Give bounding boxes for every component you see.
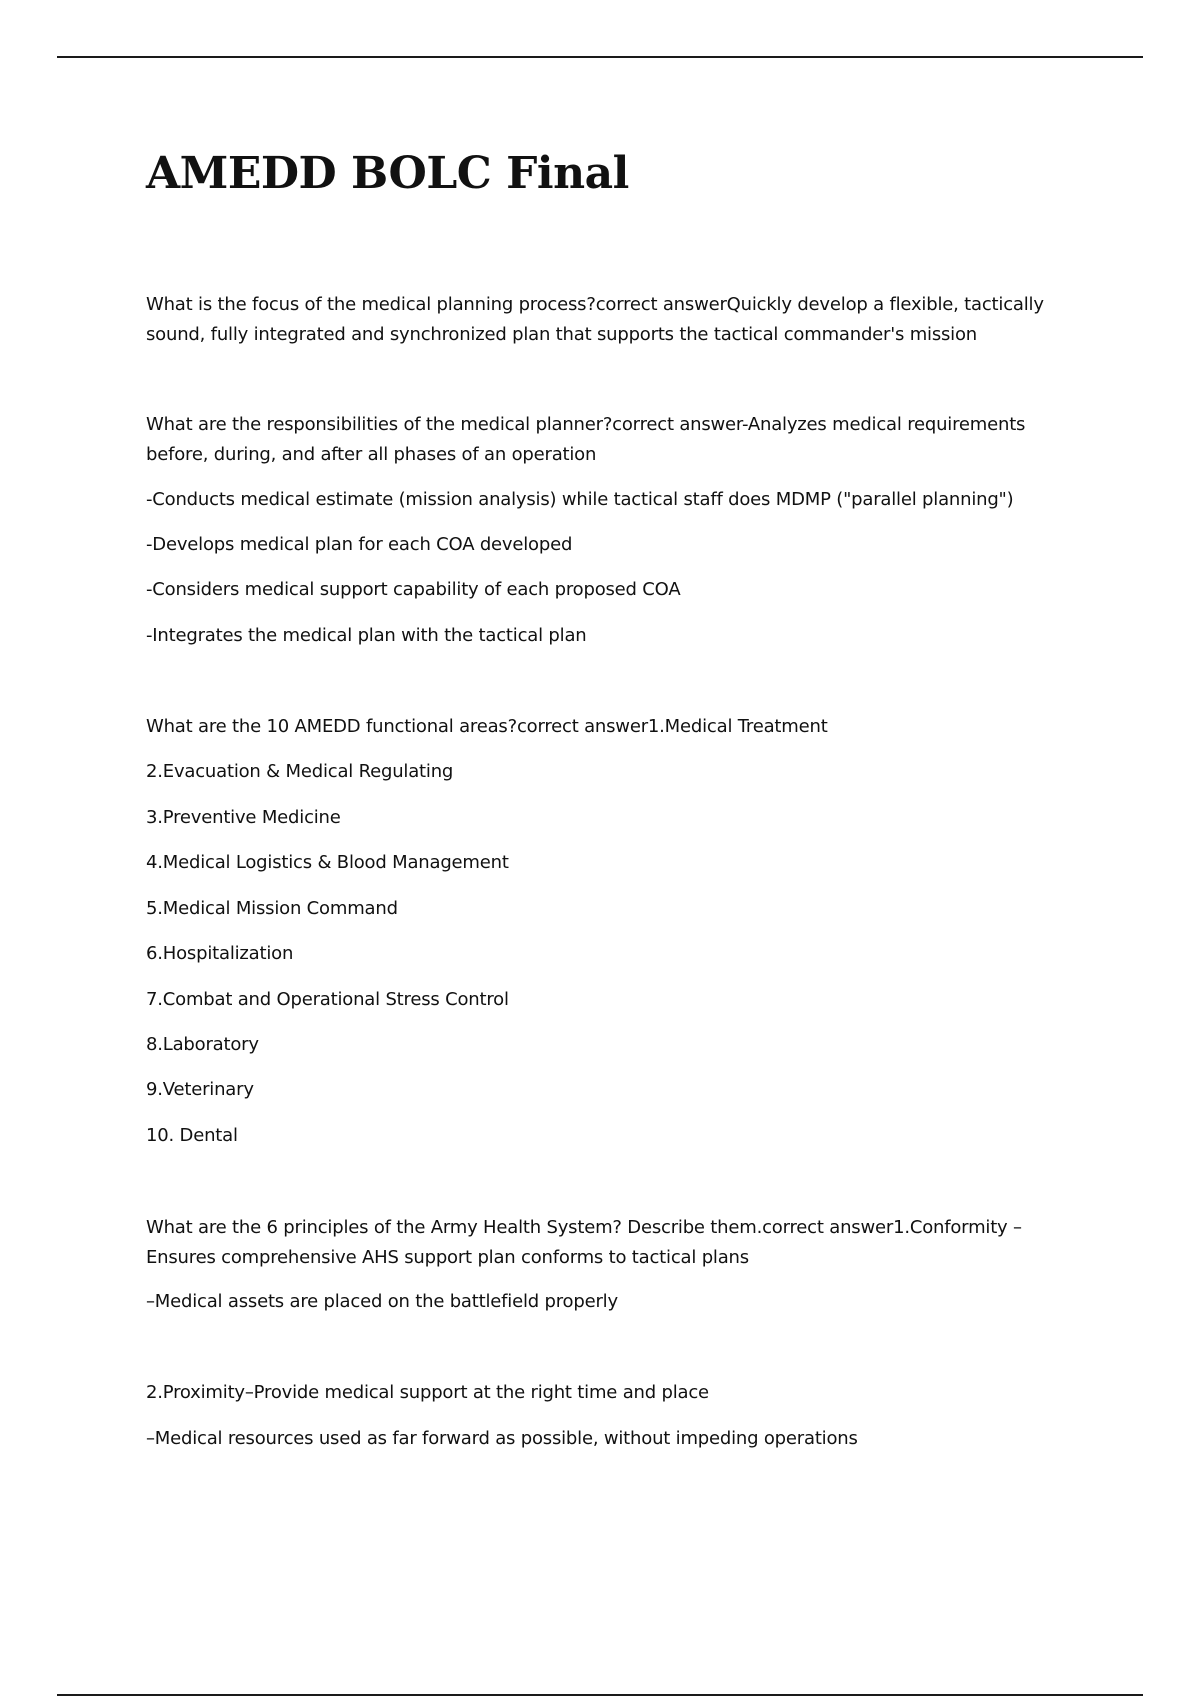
header-rule	[57, 56, 1143, 58]
list-item: 2.Evacuation & Medical Regulating	[146, 761, 454, 782]
footer-rule	[57, 1694, 1143, 1696]
list-item: 10. Dental	[146, 1125, 238, 1146]
list-item: 8.Laboratory	[146, 1034, 259, 1055]
paragraph-proximity: 2.Proximity–Provide medical support at the right time and place	[146, 1382, 709, 1403]
paragraph-considers-capability: -Considers medical support capability of each proposed COA	[146, 579, 681, 600]
paragraph-assets-placed: –Medical assets are placed on the battlefield properly	[146, 1291, 618, 1312]
paragraph-planning-focus: What is the focus of the medical planning process?correct answerQuickly develop a flexible, tactically sound, fully integrated and synchronized plan that supports the tactical commander's mission	[146, 294, 1044, 345]
list-item: 3.Preventive Medicine	[146, 807, 341, 828]
paragraph-functional-areas: What are the 10 AMEDD functional areas?correct answer1.Medical Treatment	[146, 716, 828, 737]
paragraph-develops-plan: -Develops medical plan for each COA developed	[146, 534, 573, 555]
list-item: 7.Combat and Operational Stress Control	[146, 989, 509, 1010]
paragraph-planner-responsibilities: What are the responsibilities of the medical planner?correct answer-Analyzes medical requirements before, during, and after all phases of an operation	[146, 414, 1026, 465]
document-title: AMEDD BOLC Final	[146, 148, 629, 199]
paragraph-ahs-principles: What are the 6 principles of the Army Health System? Describe them.correct answer1.Conformity –Ensures comprehensive AHS support plan conforms to tactical plans	[146, 1217, 1022, 1268]
list-item: 5.Medical Mission Command	[146, 898, 398, 919]
paragraph-resources-forward: –Medical resources used as far forward as possible, without impeding operations	[146, 1428, 858, 1449]
list-item: 6.Hospitalization	[146, 943, 294, 964]
paragraph-medical-estimate: -Conducts medical estimate (mission analysis) while tactical staff does MDMP ("parallel planning")	[146, 489, 1014, 510]
paragraph-integrates-plan: -Integrates the medical plan with the tactical plan	[146, 625, 587, 646]
list-item: 9.Veterinary	[146, 1079, 254, 1100]
list-item: 4.Medical Logistics & Blood Management	[146, 852, 509, 873]
